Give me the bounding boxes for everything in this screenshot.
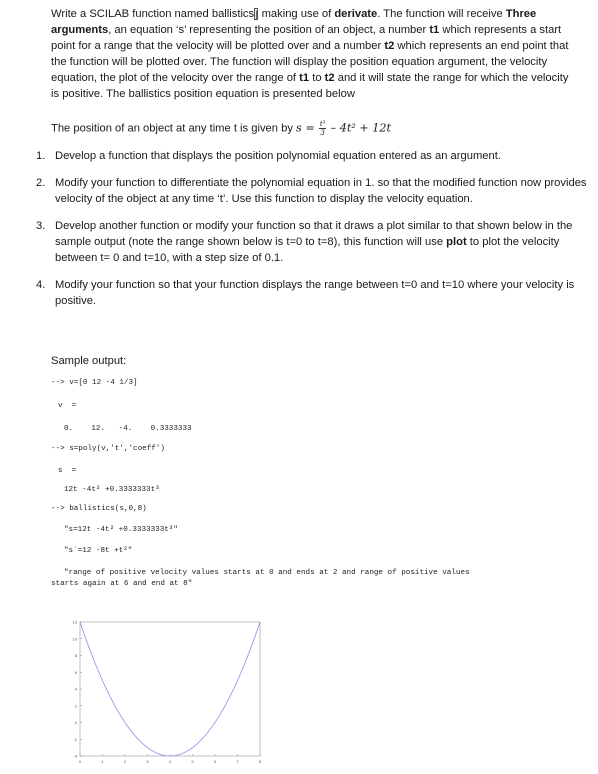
formula-fraction — [319, 120, 327, 137]
y-tick-label: -2 — [73, 736, 77, 742]
task-text: Develop another function or modify your function so that it draws a plot similar to that shown below in the sample output (note the range shown below is t=0 to t=8), this function will use — [55, 220, 573, 248]
console-line: 12t -4t² +0.3333333t³ — [64, 486, 160, 494]
sample-output-label: Sample output: — [51, 355, 127, 367]
console-line: "range of positive velocity values starts at 0 and ends at 2 and range of positive values — [64, 569, 470, 577]
task-text: to plot the velocity between t= 0 and t=10, with a step size of 0.1. — [55, 236, 560, 264]
task-item — [0, 218, 590, 266]
y-tick-label: 12 — [72, 619, 77, 625]
task-number: 3. — [36, 220, 46, 232]
x-tick-label: 4 — [168, 759, 172, 764]
position-formula — [51, 120, 391, 137]
fraction-numerator: t³ — [319, 120, 326, 128]
t1-bold: t1 — [429, 24, 440, 36]
x-tick-label: 2 — [123, 759, 127, 764]
plot-frame — [80, 622, 260, 756]
task-number: 2. — [36, 177, 46, 189]
intro-text: which represents a start point for a range that the velocity will be plotted over and a number — [51, 24, 562, 52]
task-item — [0, 277, 590, 309]
t2-bold: t2 — [324, 72, 335, 84]
x-tick-label: 7 — [236, 759, 239, 764]
intro-text: making use of — [258, 8, 335, 20]
task-text: Develop a function that displays the position polynomial equation entered as an argument. — [55, 150, 501, 162]
y-tick-label: -4 — [73, 753, 77, 759]
task-item — [0, 175, 590, 207]
y-tick-label: 8 — [74, 653, 77, 658]
y-tick-label: 0 — [74, 720, 77, 725]
formula-prefix: The position of an object at any time t is given by — [51, 122, 297, 135]
y-tick-label: 4 — [74, 686, 77, 692]
x-tick-label: 8 — [258, 759, 262, 764]
derivate-keyword: derivate — [334, 8, 378, 20]
task-number: 1. — [36, 150, 46, 162]
plot-keyword: plot — [446, 236, 467, 248]
console-line: "s`=12 -8t +t²" — [64, 547, 133, 555]
task-text: Modify your function to differentiate the polynomial equation in 1. so that the modified function now provides velocity of the object at any time ‘t’. Use this function to display the velocity equation. — [55, 177, 587, 205]
intro-text: , an equation ‘s’ representing the position of an object, a number — [108, 24, 430, 36]
task-item — [0, 148, 590, 164]
task-number: 4. — [36, 279, 46, 291]
x-tick-label: 0 — [78, 759, 82, 764]
t2-bold: t2 — [384, 40, 395, 52]
task-list — [0, 148, 590, 320]
x-tick-label: 1 — [101, 759, 104, 764]
intro-text: which represents an end point that the function will be plotted over. The function will display the position equation argument, the velocity equation, the plot of the velocity over the range of — [51, 40, 569, 84]
x-tick-label: 6 — [213, 759, 217, 764]
intro-text: . The function will receive — [377, 8, 506, 20]
text-cursor: | — [255, 9, 258, 19]
x-tick-label: 5 — [191, 759, 194, 764]
console-line: --> s=poly(v,'t','coeff') — [51, 445, 165, 453]
y-tick-label: 6 — [74, 669, 77, 675]
y-tick-label: 10 — [72, 636, 77, 642]
intro-text: to — [309, 72, 325, 84]
console-line: starts again at 6 and end at 8" — [51, 580, 193, 588]
fraction-denominator: 3 — [320, 129, 325, 137]
console-line: v = — [58, 402, 77, 410]
intro-text: and it will state the range for which the velocity is positive. The ballistics position equation is presented below — [51, 72, 569, 100]
t1-bold: t1 — [299, 72, 310, 84]
console-line: --> v=[0 12 -4 1/3] — [51, 379, 138, 387]
x-tick-label: 3 — [146, 759, 149, 764]
three-arguments-bold: Three arguments — [51, 8, 537, 36]
velocity-plot — [60, 616, 270, 768]
task-text: Modify your function so that your function displays the range between t=0 and t=10 where your velocity is positive. — [55, 279, 575, 307]
console-line: --> ballistics(s,0,8) — [51, 505, 147, 513]
console-line: s = — [58, 467, 77, 475]
formula-lhs: s = — [296, 121, 315, 135]
intro-paragraph — [51, 6, 571, 102]
console-line: 0. 12. -4. 0.3333333 — [64, 425, 192, 433]
y-tick-label: 2 — [74, 703, 77, 709]
console-line: "s=12t -4t² +0.3333333t³" — [64, 526, 178, 534]
intro-text: Write a SCILAB function named ballistics — [51, 8, 255, 20]
formula-rest: – 4t² + 12t — [330, 121, 392, 135]
